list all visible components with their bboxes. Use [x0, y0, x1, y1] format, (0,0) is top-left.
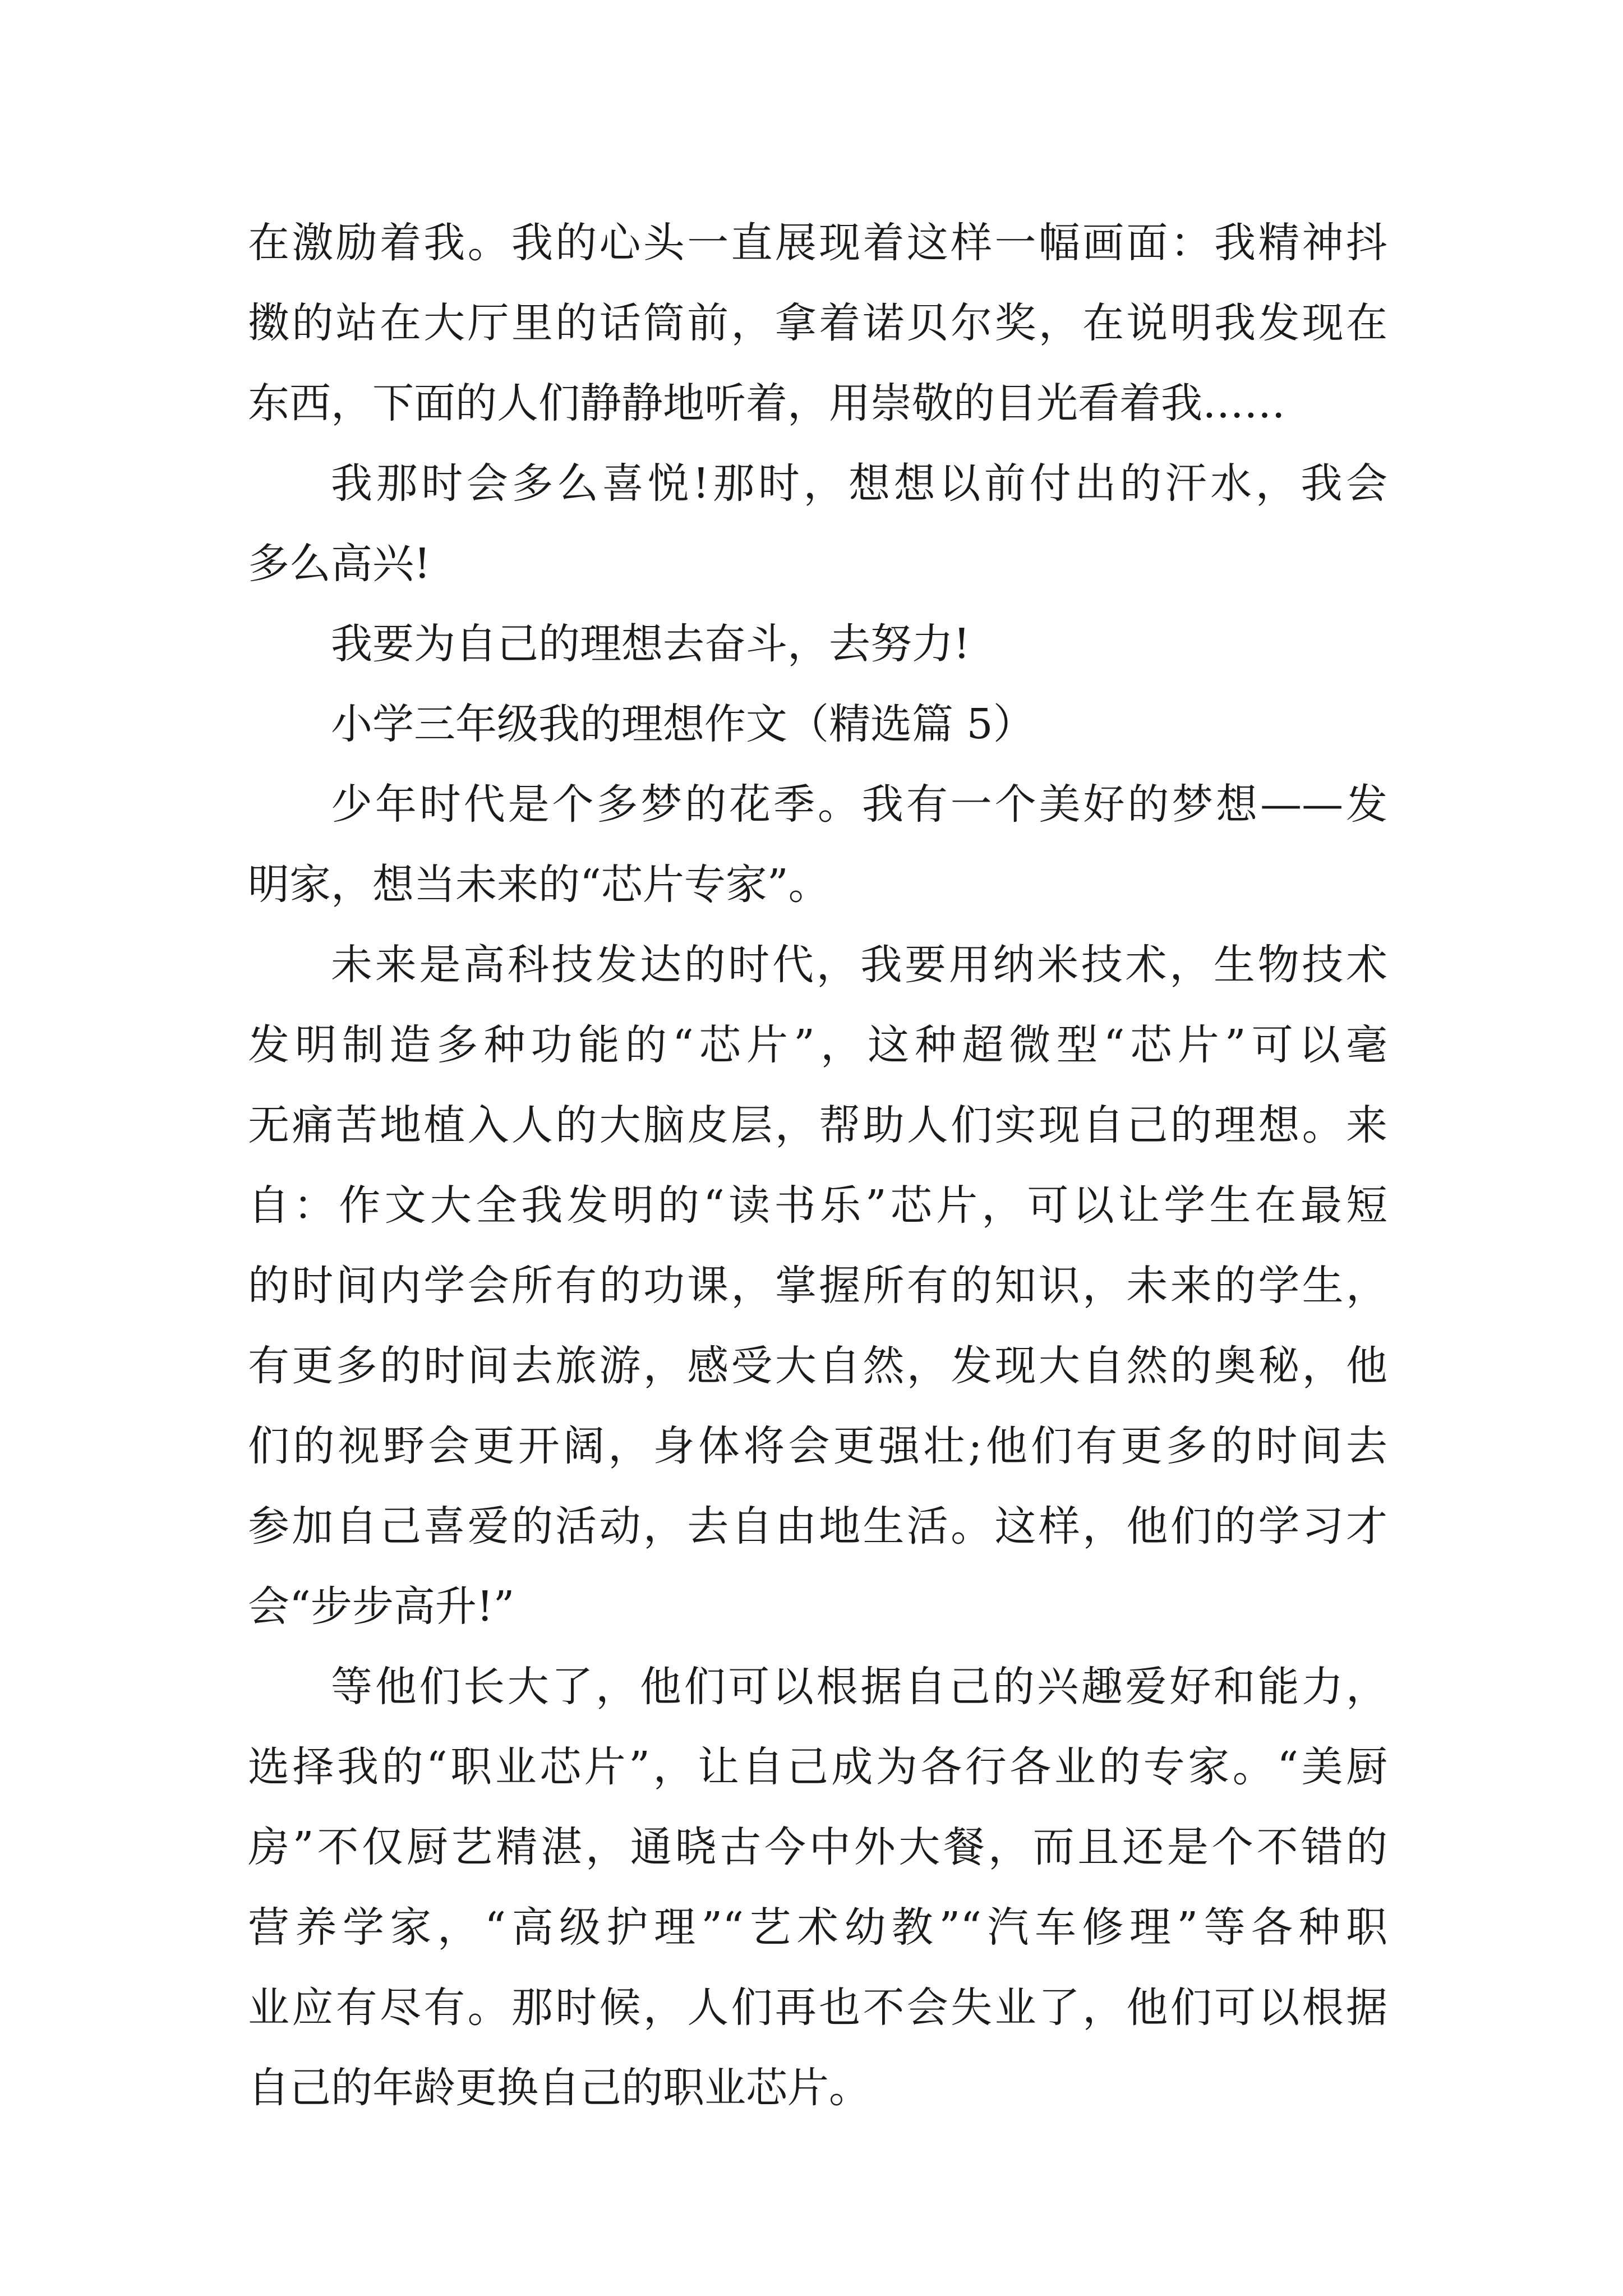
text-line: 们的视野会更开阔，身体将会更强壮;他们有更多的时间去: [248, 1422, 1387, 1470]
text-line: 无痛苦地植入人的大脑皮层，帮助人们实现自己的理想。来: [248, 1101, 1387, 1149]
text-line: 房”不仅厨艺精湛，通晓古今中外大餐，而且还是个不错的: [248, 1823, 1387, 1871]
text-line: 自：作文大全我发明的“读书乐”芯片，可以让学生在最短: [248, 1181, 1387, 1230]
text-line: 会“步步高升!”: [248, 1582, 515, 1631]
text-line: 发明制造多种功能的“芯片”，这种超微型“芯片”可以毫: [248, 1021, 1387, 1069]
text-line: 未来是高科技发达的时代，我要用纳米技术，生物技术: [331, 941, 1387, 989]
text-line: 等他们长大了，他们可以根据自己的兴趣爱好和能力，: [331, 1663, 1387, 1711]
text-line: 我要为自己的理想去奋斗，去努力!: [331, 620, 970, 668]
text-line: 东西，下面的人们静静地听着，用崇敬的目光看着我……: [248, 379, 1285, 427]
text-line: 小学三年级我的理想作文（精选篇 5）: [331, 700, 1035, 748]
text-line: 多么高兴!: [248, 540, 431, 588]
text-line: 业应有尽有。那时候，人们再也不会失业了，他们可以根据: [248, 1984, 1387, 2032]
text-line: 明家，想当未来的“芯片专家”。: [248, 861, 830, 909]
text-line: 自己的年龄更换自己的职业芯片。: [248, 2064, 870, 2112]
text-line: 的时间内学会所有的功课，掌握所有的知识，未来的学生，: [248, 1262, 1387, 1310]
text-line: 在激励着我。我的心头一直展现着这样一幅画面：我精神抖: [248, 219, 1387, 267]
text-line: 擞的站在大厅里的话筒前，拿着诺贝尔奖，在说明我发现在: [248, 299, 1387, 347]
document-body: [248, 203, 1387, 2128]
text-line: 我那时会多么喜悦!那时，想想以前付出的汗水，我会: [331, 459, 1387, 508]
text-line: 少年时代是个多梦的花季。我有一个美好的梦想——发: [331, 780, 1387, 829]
text-line: 选择我的“职业芯片”，让自己成为各行各业的专家。“美厨: [248, 1743, 1387, 1791]
text-line: 营养学家，“高级护理”“艺术幼教”“汽车修理”等各种职: [248, 1903, 1387, 1952]
text-line: 参加自己喜爱的活动，去自由地生活。这样，他们的学习才: [248, 1502, 1387, 1550]
text-line: 有更多的时间去旅游，感受大自然，发现大自然的奥秘，他: [248, 1342, 1387, 1390]
